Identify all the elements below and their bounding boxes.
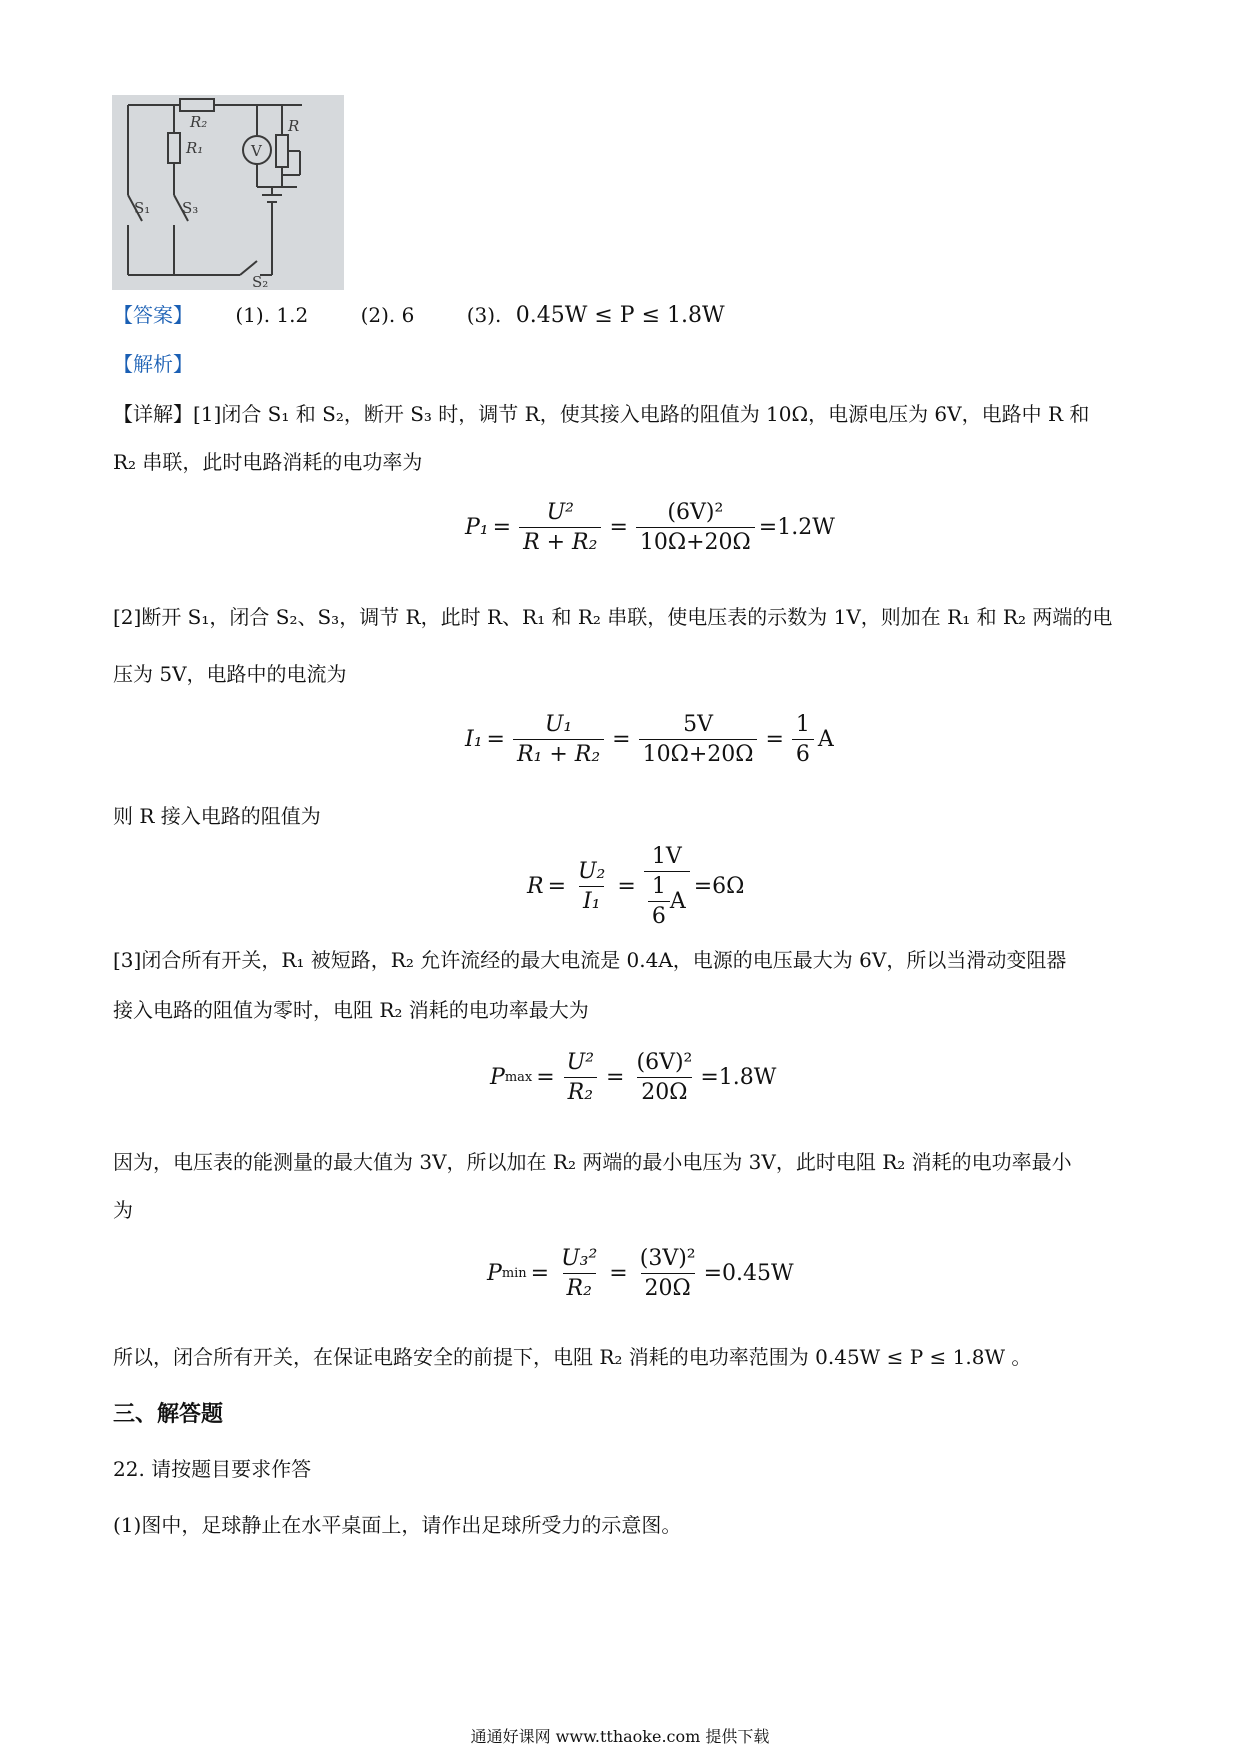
eq3-num-1: U₂ <box>578 859 606 884</box>
section-title: 三、解答题 <box>113 1402 224 1427</box>
eq3-inner-unit: A <box>669 889 686 914</box>
eq2-frac-2 <box>639 712 758 767</box>
paragraph-1-line-2: R₂ 串联，此时电路消耗的电功率为 <box>113 450 423 474</box>
answer-tag: 【答案】 <box>113 303 193 327</box>
eq1-num-1: U² <box>546 500 574 525</box>
eq4-frac-1 <box>563 1050 598 1105</box>
label-v: V <box>251 142 262 160</box>
eq1-den-2: 10Ω+20Ω <box>636 527 755 555</box>
eq2-den-1: R₁ + R₂ <box>513 739 604 767</box>
eq3-frac-1 <box>574 859 609 914</box>
paragraph-5-line-1: 因为，电压表的能测量的最大值为 3V，所以加在 R₂ 两端的最小电压为 3V，此时电阻 R₂ 消耗的电功率最小 <box>113 1150 1072 1174</box>
eq1-num-2: (6V)² <box>667 500 724 525</box>
circuit-drawing <box>112 95 344 290</box>
eq2-num-3: 1 <box>795 712 810 737</box>
equation-1: P₁ = $\frac{\text{U²}}{\text{R + R₂}}$ = $\frac{\text{(6V)²}}{10\Omega+20\Omega}$ =1.2W <box>465 500 835 555</box>
paragraph-4-line-1: [3]闭合所有开关，R₁ 被短路，R₂ 允许流经的最大电流是 0.4A，电源的电压最大为 6V，所以当滑动变阻器 <box>113 948 1067 972</box>
paragraph-1-line-1 <box>113 402 1089 426</box>
equation-3: R = $\frac{\text{U₂}}{\text{I₁}}$ = 1V $\frac{1}{6}$ A =6Ω <box>527 844 745 929</box>
label-s3: S₃ <box>182 199 199 217</box>
answer-3-label: (3). <box>466 303 502 327</box>
answer-2: (2). 6 <box>360 303 415 327</box>
eq3-inner-den: 6 <box>648 901 670 929</box>
page-footer: 通通好课网 www.tthaoke.com 提供下载 <box>470 1727 770 1746</box>
paragraph-1-text: [1]闭合 S₁ 和 S₂，断开 S₃ 时，调节 R，使其接入电路的阻值为 10Ω，电源电压为 6V，电路中 R 和 <box>193 402 1090 426</box>
eq2-frac-1 <box>513 712 604 767</box>
eq3-den-2 <box>644 871 690 929</box>
eq3-den-1: I₁ <box>579 886 605 914</box>
eq5-num-1: U₃² <box>561 1246 598 1271</box>
paragraph-2-line-2: 压为 5V，电路中的电流为 <box>113 662 347 686</box>
eq3-frac-2 <box>644 844 690 929</box>
paragraph-4-line-2: 接入电路的阻值为零时，电阻 R₂ 消耗的电功率最大为 <box>113 998 589 1022</box>
eq3-lhs: R <box>527 874 544 899</box>
eq1-den-1: R + R₂ <box>519 527 601 555</box>
eq3-num-2: 1V <box>651 844 682 869</box>
eq4-num-2: (6V)² <box>636 1050 693 1075</box>
eq5-den-1: R₂ <box>563 1273 596 1301</box>
eq5-den-2: 20Ω <box>641 1273 695 1301</box>
eq4-result: =1.8W <box>700 1065 777 1090</box>
equation-4: P max = $\frac{\text{U²}}{\text{R₂}}$ = $\frac{\text{(6V)²}}{20\Omega}$ =1.8W <box>490 1050 777 1105</box>
eq1-lhs: P₁ <box>465 515 489 540</box>
eq1-frac-2 <box>636 500 755 555</box>
detail-tag: 【详解】 <box>113 402 193 426</box>
eq4-frac-2 <box>632 1050 696 1105</box>
answer-1: (1). 1.2 <box>235 303 309 327</box>
eq2-num-1: U₁ <box>544 712 573 737</box>
eq1-frac-1 <box>519 500 601 555</box>
eq2-num-2: 5V <box>683 712 713 737</box>
eq3-inner-num: 1 <box>651 874 666 899</box>
answer-3-expr: 0.45W ≤ P ≤ 1.8W <box>515 303 725 328</box>
eq5-lhs: P <box>487 1261 502 1286</box>
question-22: 22. 请按题目要求作答 <box>113 1457 312 1481</box>
paragraph-6-line-1: 所以，闭合所有开关，在保证电路安全的前提下，电阻 R₂ 消耗的电功率范围为 0.45W ≤ P ≤ 1.8W 。 <box>113 1345 1032 1369</box>
paragraph-2-line-1: [2]断开 S₁，闭合 S₂、S₃，调节 R，此时 R、R₁ 和 R₂ 串联，使电压表的示数为 1V，则加在 R₁ 和 R₂ 两端的电 <box>113 605 1113 629</box>
eq5-frac-1 <box>557 1246 601 1301</box>
eq4-lhs: P <box>490 1065 505 1090</box>
eq3-result: =6Ω <box>693 874 745 899</box>
analysis-tag: 【解析】 <box>113 352 193 376</box>
eq2-frac-3 <box>792 712 814 767</box>
eq4-den-1: R₂ <box>564 1077 597 1105</box>
eq4-num-1: U² <box>566 1050 595 1075</box>
label-s1: S₁ <box>134 199 151 217</box>
paragraph-5-line-2: 为 <box>113 1198 133 1222</box>
answer-line <box>113 303 725 329</box>
eq2-unit: A <box>817 727 834 752</box>
label-s2: S₂ <box>252 273 269 290</box>
equation-2: I₁ = $\frac{\text{U₁}}{\text{R₁ + R₂}}$ = $\frac{5V}{10\Omega+20\Omega}$ = $\frac{1}{6}$ A <box>465 712 834 767</box>
eq5-frac-2 <box>636 1246 700 1301</box>
circuit-diagram <box>112 95 344 290</box>
equation-5: P min = $\frac{\text{U₃²}}{\text{R₂}}$ = $\frac{\text{(3V)²}}{20\Omega}$ =0.45W <box>487 1246 794 1301</box>
label-r: R <box>288 117 300 135</box>
eq2-den-2: 10Ω+20Ω <box>639 739 758 767</box>
eq2-lhs: I₁ <box>465 727 483 752</box>
label-r2: R₂ <box>190 113 208 131</box>
eq2-den-3: 6 <box>792 739 814 767</box>
question-22-part-1: (1)图中，足球静止在水平桌面上，请作出足球所受力的示意图。 <box>113 1513 682 1537</box>
eq5-result: =0.45W <box>703 1261 794 1286</box>
eq4-den-2: 20Ω <box>637 1077 691 1105</box>
paragraph-3-line-1: 则 R 接入电路的阻值为 <box>113 804 321 828</box>
eq1-result: =1.2W <box>758 515 835 540</box>
eq5-num-2: (3V)² <box>639 1246 696 1271</box>
label-r1: R₁ <box>186 139 204 157</box>
